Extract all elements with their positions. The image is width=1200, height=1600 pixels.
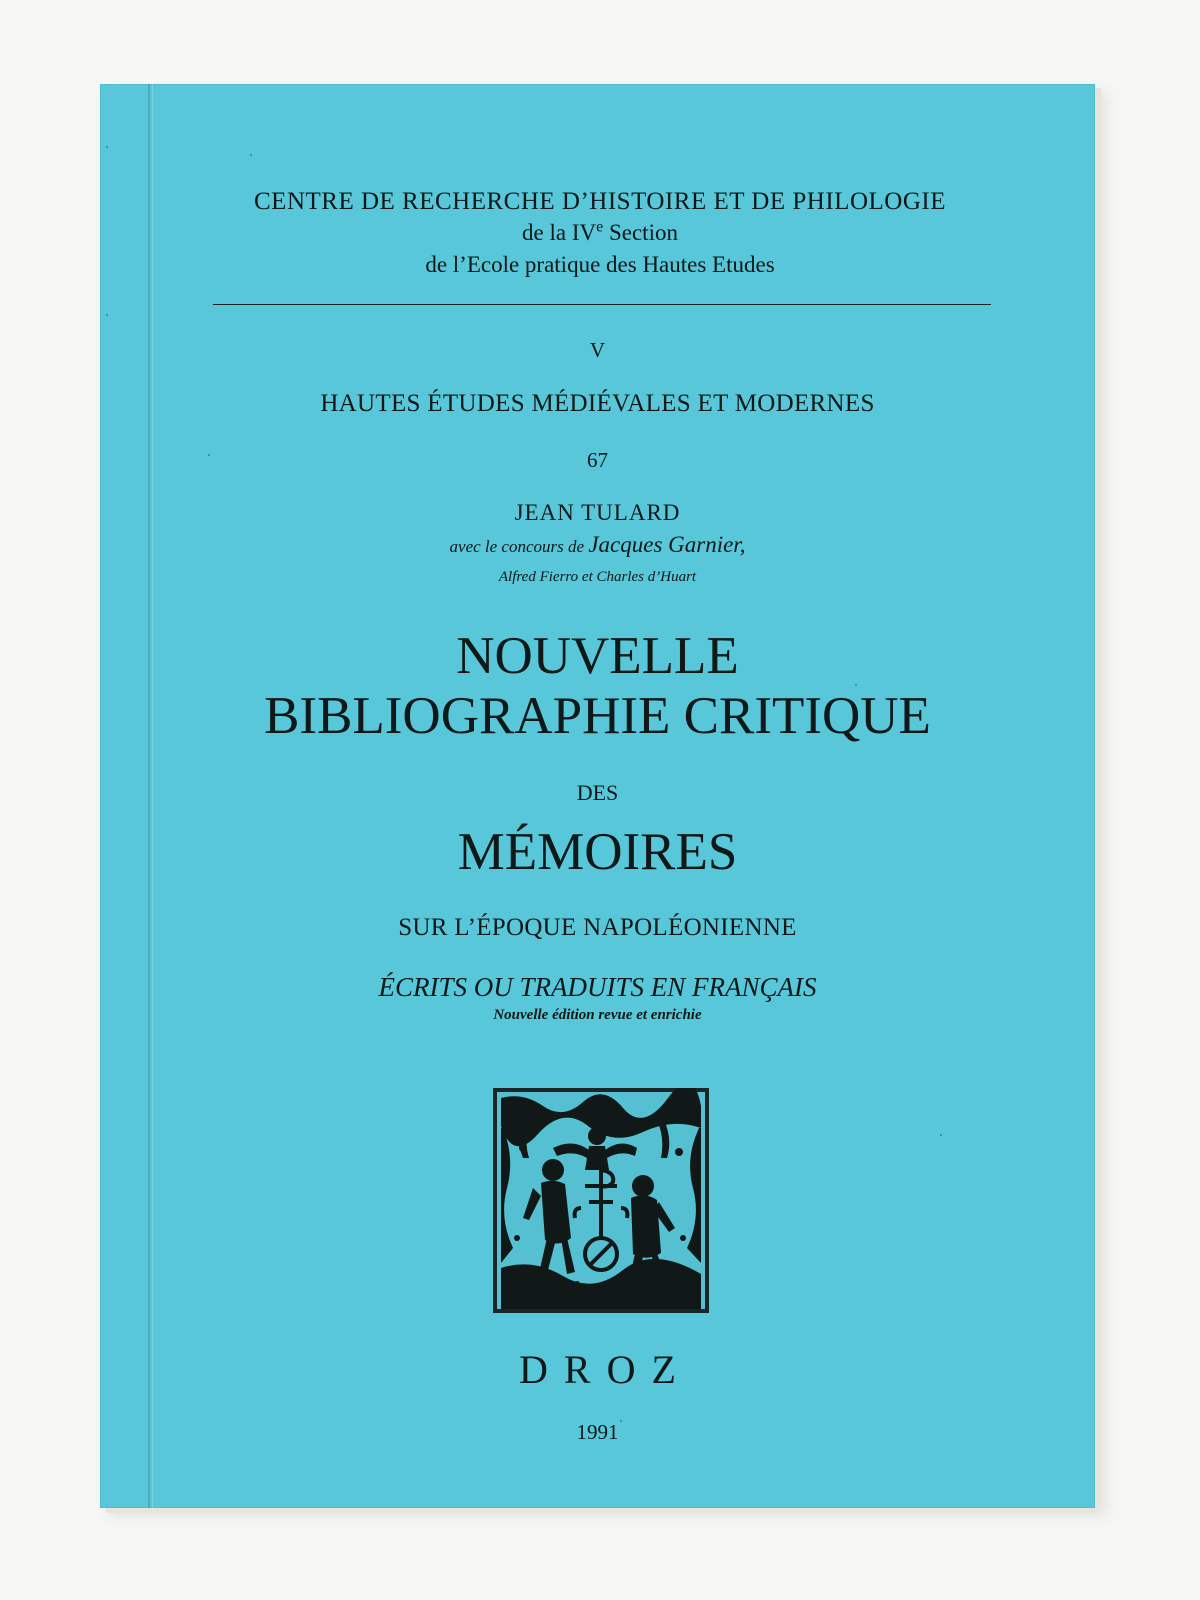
title-line6: ÉCRITS OU TRADUITS EN FRANÇAIS [378, 972, 817, 1002]
publisher-name: DROZ [519, 1347, 692, 1392]
page-edge-bottom [106, 1508, 1096, 1513]
speck [855, 684, 857, 686]
series-number: V [589, 338, 606, 362]
printers-mark-woodcut-icon [493, 1088, 709, 1313]
author-collab-name: Jacques Garnier, [588, 532, 746, 557]
speck [106, 314, 108, 316]
speck [940, 1134, 942, 1136]
institution-line1: CENTRE DE RECHERCHE D’HISTOIRE ET DE PHILOLOGIE [254, 188, 946, 215]
series-volume: 67 [587, 448, 608, 472]
author-collab [100, 532, 1095, 558]
institution-line2-prefix: de la IV [522, 220, 597, 245]
institution-line3: de l’Ecole pratique des Hautes Etudes [425, 252, 775, 277]
author-main: JEAN TULARD [514, 500, 681, 525]
speck [106, 146, 108, 148]
speck [250, 154, 252, 156]
page-edge-right [1095, 88, 1101, 1504]
title-line5: SUR L’ÉPOQUE NAPOLÉONIENNE [398, 914, 797, 941]
author-others: Alfred Fierro et Charles d’Huart [498, 569, 697, 585]
title-line4: MÉMOIRES [457, 823, 738, 881]
title-line2: BIBLIOGRAPHIE CRITIQUE [264, 687, 931, 745]
series-title: HAUTES ÉTUDES MÉDIÉVALES ET MODERNES [320, 390, 875, 417]
title-line3: DES [576, 780, 619, 805]
institution-line2 [205, 220, 995, 246]
institution-line2-sup: e [596, 218, 604, 236]
header-rule [213, 304, 991, 305]
publication-year: 1991 [576, 1420, 619, 1444]
institution-line2-suffix: Section [603, 220, 678, 245]
title-line7: Nouvelle édition revue et enrichie [493, 1007, 702, 1023]
author-collab-prefix: avec le concours de [449, 537, 585, 556]
title-line1: NOUVELLE [456, 627, 739, 685]
